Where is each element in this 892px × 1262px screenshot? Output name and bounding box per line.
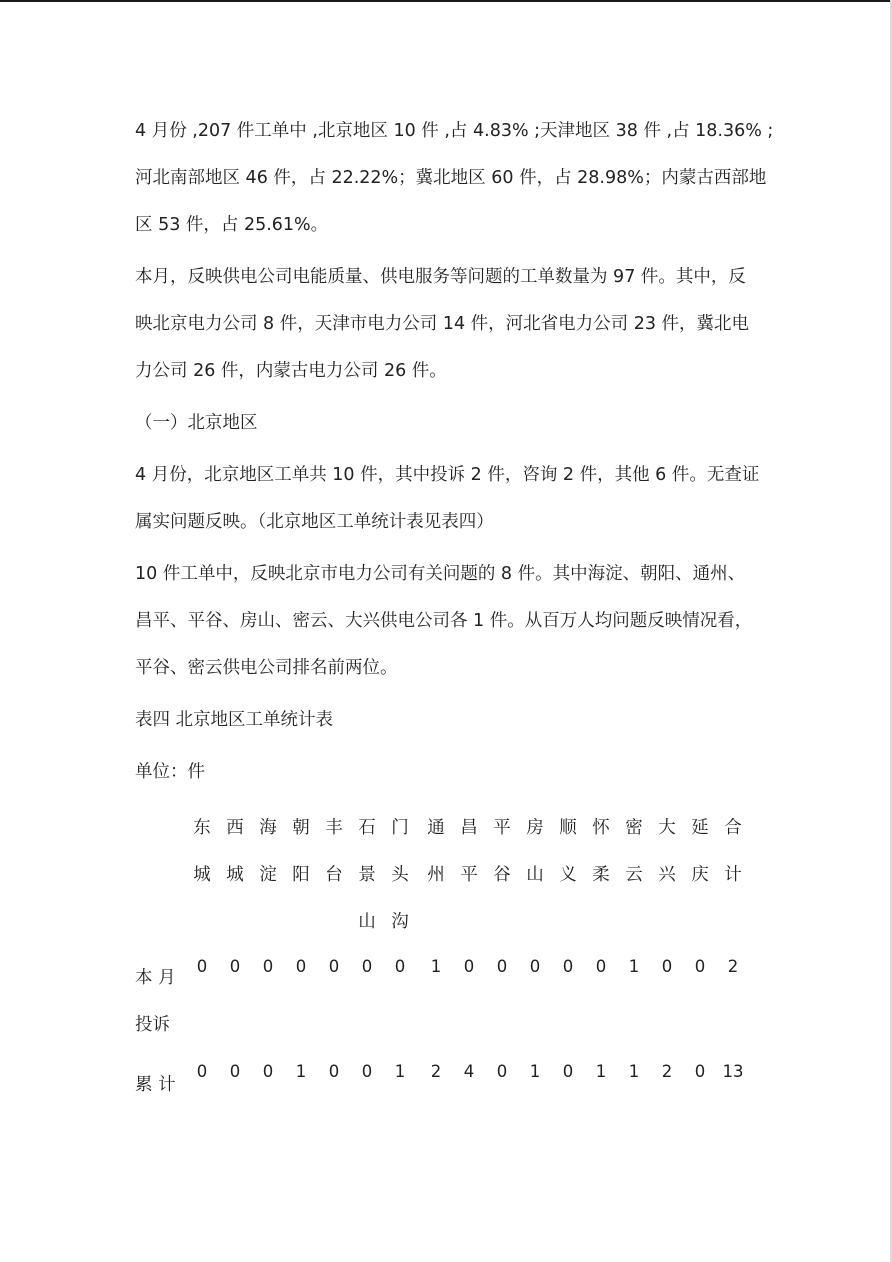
table-column-header: 门 头 沟 (391, 818, 409, 932)
table-cell: 0 (229, 1062, 241, 1081)
table-column-header: 通 州 (427, 818, 445, 885)
paragraph-line: 表四 北京地区工单统计表 (135, 710, 334, 730)
table-cell: 2 (661, 1062, 673, 1081)
table-cell: 0 (529, 957, 541, 976)
table-column-header: 合 计 (724, 818, 742, 885)
table-cell: 1 (394, 1062, 406, 1081)
paragraph-line: 单位：件 (135, 762, 205, 782)
table-cell: 0 (295, 957, 307, 976)
table-column-header: 朝 阳 (292, 818, 310, 885)
table-cell: 0 (463, 957, 475, 976)
paragraph-1 (135, 254, 765, 395)
table-cell: 1 (628, 957, 640, 976)
paragraph-line: 10 件工单中，反映北京市电力公司有关问题的 8 件。其中海淀、朝阳、通州、 (135, 564, 746, 584)
table-cell: 2 (727, 957, 739, 976)
paragraph-4 (135, 551, 765, 692)
table-cell: 2 (430, 1062, 442, 1081)
paragraph-line: （一）北京地区 (135, 413, 258, 433)
table-column-header: 延 庆 (691, 818, 709, 885)
table-cell: 0 (661, 957, 673, 976)
paragraph-line: 4 月份，北京地区工单共 10 件，其中投诉 2 件，咨询 2 件，其他 6 件。无查证 (135, 465, 760, 485)
table-row-label: 累 计 (135, 1075, 176, 1095)
table-cell: 0 (328, 957, 340, 976)
table-cell: 0 (394, 957, 406, 976)
table-cell: 1 (628, 1062, 640, 1081)
table-cell: 0 (562, 957, 574, 976)
paragraph-line: 区 53 件，占 25.61%。 (135, 215, 329, 235)
table-cell: 0 (361, 957, 373, 976)
top-border-line (0, 0, 892, 2)
table-cell: 0 (496, 957, 508, 976)
table-column-header: 大 兴 (658, 818, 676, 885)
table-column-header: 房 山 (526, 818, 544, 885)
paragraph-line: 平谷、密云供电公司排名前两位。 (135, 658, 398, 678)
table-column-header: 顺 义 (559, 818, 577, 885)
paragraph-line: 4 月份 ,207 件工单中 ,北京地区 10 件 ,占 4.83% ;天津地区 38 件 ,占 18.36% ; (135, 121, 774, 141)
table-column-header: 石 景 山 (358, 818, 376, 932)
table-column-header: 密 云 (625, 818, 643, 885)
table-column-header: 海 淀 (259, 818, 277, 885)
table-cell: 0 (262, 1062, 274, 1081)
table-row-label: 本 月 投诉 (135, 968, 176, 1035)
beijing-ticket-stats-table (135, 805, 775, 1105)
table-column-header: 东 城 (193, 818, 211, 885)
table-cell: 1 (295, 1062, 307, 1081)
table-cell: 0 (595, 957, 607, 976)
paragraph-line: 力公司 26 件，内蒙古电力公司 26 件。 (135, 361, 447, 381)
table-column-header: 丰 台 (325, 818, 343, 885)
table-column-header: 西 城 (226, 818, 244, 885)
paragraph-0 (135, 108, 774, 249)
table-cell: 13 (722, 1062, 744, 1081)
table-cell: 0 (196, 1062, 208, 1081)
table-cell: 0 (328, 1062, 340, 1081)
table-cell: 0 (562, 1062, 574, 1081)
table-cell: 0 (196, 957, 208, 976)
paragraph-line: 映北京电力公司 8 件，天津市电力公司 14 件，河北省电力公司 23 件，冀北电 (135, 314, 750, 334)
paragraph-line: 属实问题反映。（北京地区工单统计表见表四） (135, 512, 494, 532)
document-body (135, 108, 774, 801)
table-cell: 0 (694, 1062, 706, 1081)
table-column-header: 怀 柔 (592, 818, 610, 885)
paragraph-2 (135, 400, 765, 447)
paragraph-line: 昌平、平谷、房山、密云、大兴供电公司各 1 件。从百万人均问题反映情况看， (135, 611, 753, 631)
table-cell: 0 (262, 957, 274, 976)
table-column-header: 昌 平 (460, 818, 478, 885)
table-cell: 1 (430, 957, 442, 976)
paragraph-line: 河北南部地区 46 件，占 22.22%；冀北地区 60 件，占 28.98%；内蒙古西部地 (135, 168, 767, 188)
paragraph-6 (135, 749, 765, 796)
paragraph-5 (135, 697, 765, 744)
table-column-header: 平 谷 (493, 818, 511, 885)
table-cell: 1 (595, 1062, 607, 1081)
paragraph-3 (135, 452, 765, 546)
paragraph-line: 本月，反映供电公司电能质量、供电服务等问题的工单数量为 97 件。其中，反 (135, 267, 746, 287)
table-cell: 0 (361, 1062, 373, 1081)
table-cell: 1 (529, 1062, 541, 1081)
table-cell: 0 (496, 1062, 508, 1081)
table-cell: 0 (229, 957, 241, 976)
table-cell: 0 (694, 957, 706, 976)
table-cell: 4 (463, 1062, 475, 1081)
